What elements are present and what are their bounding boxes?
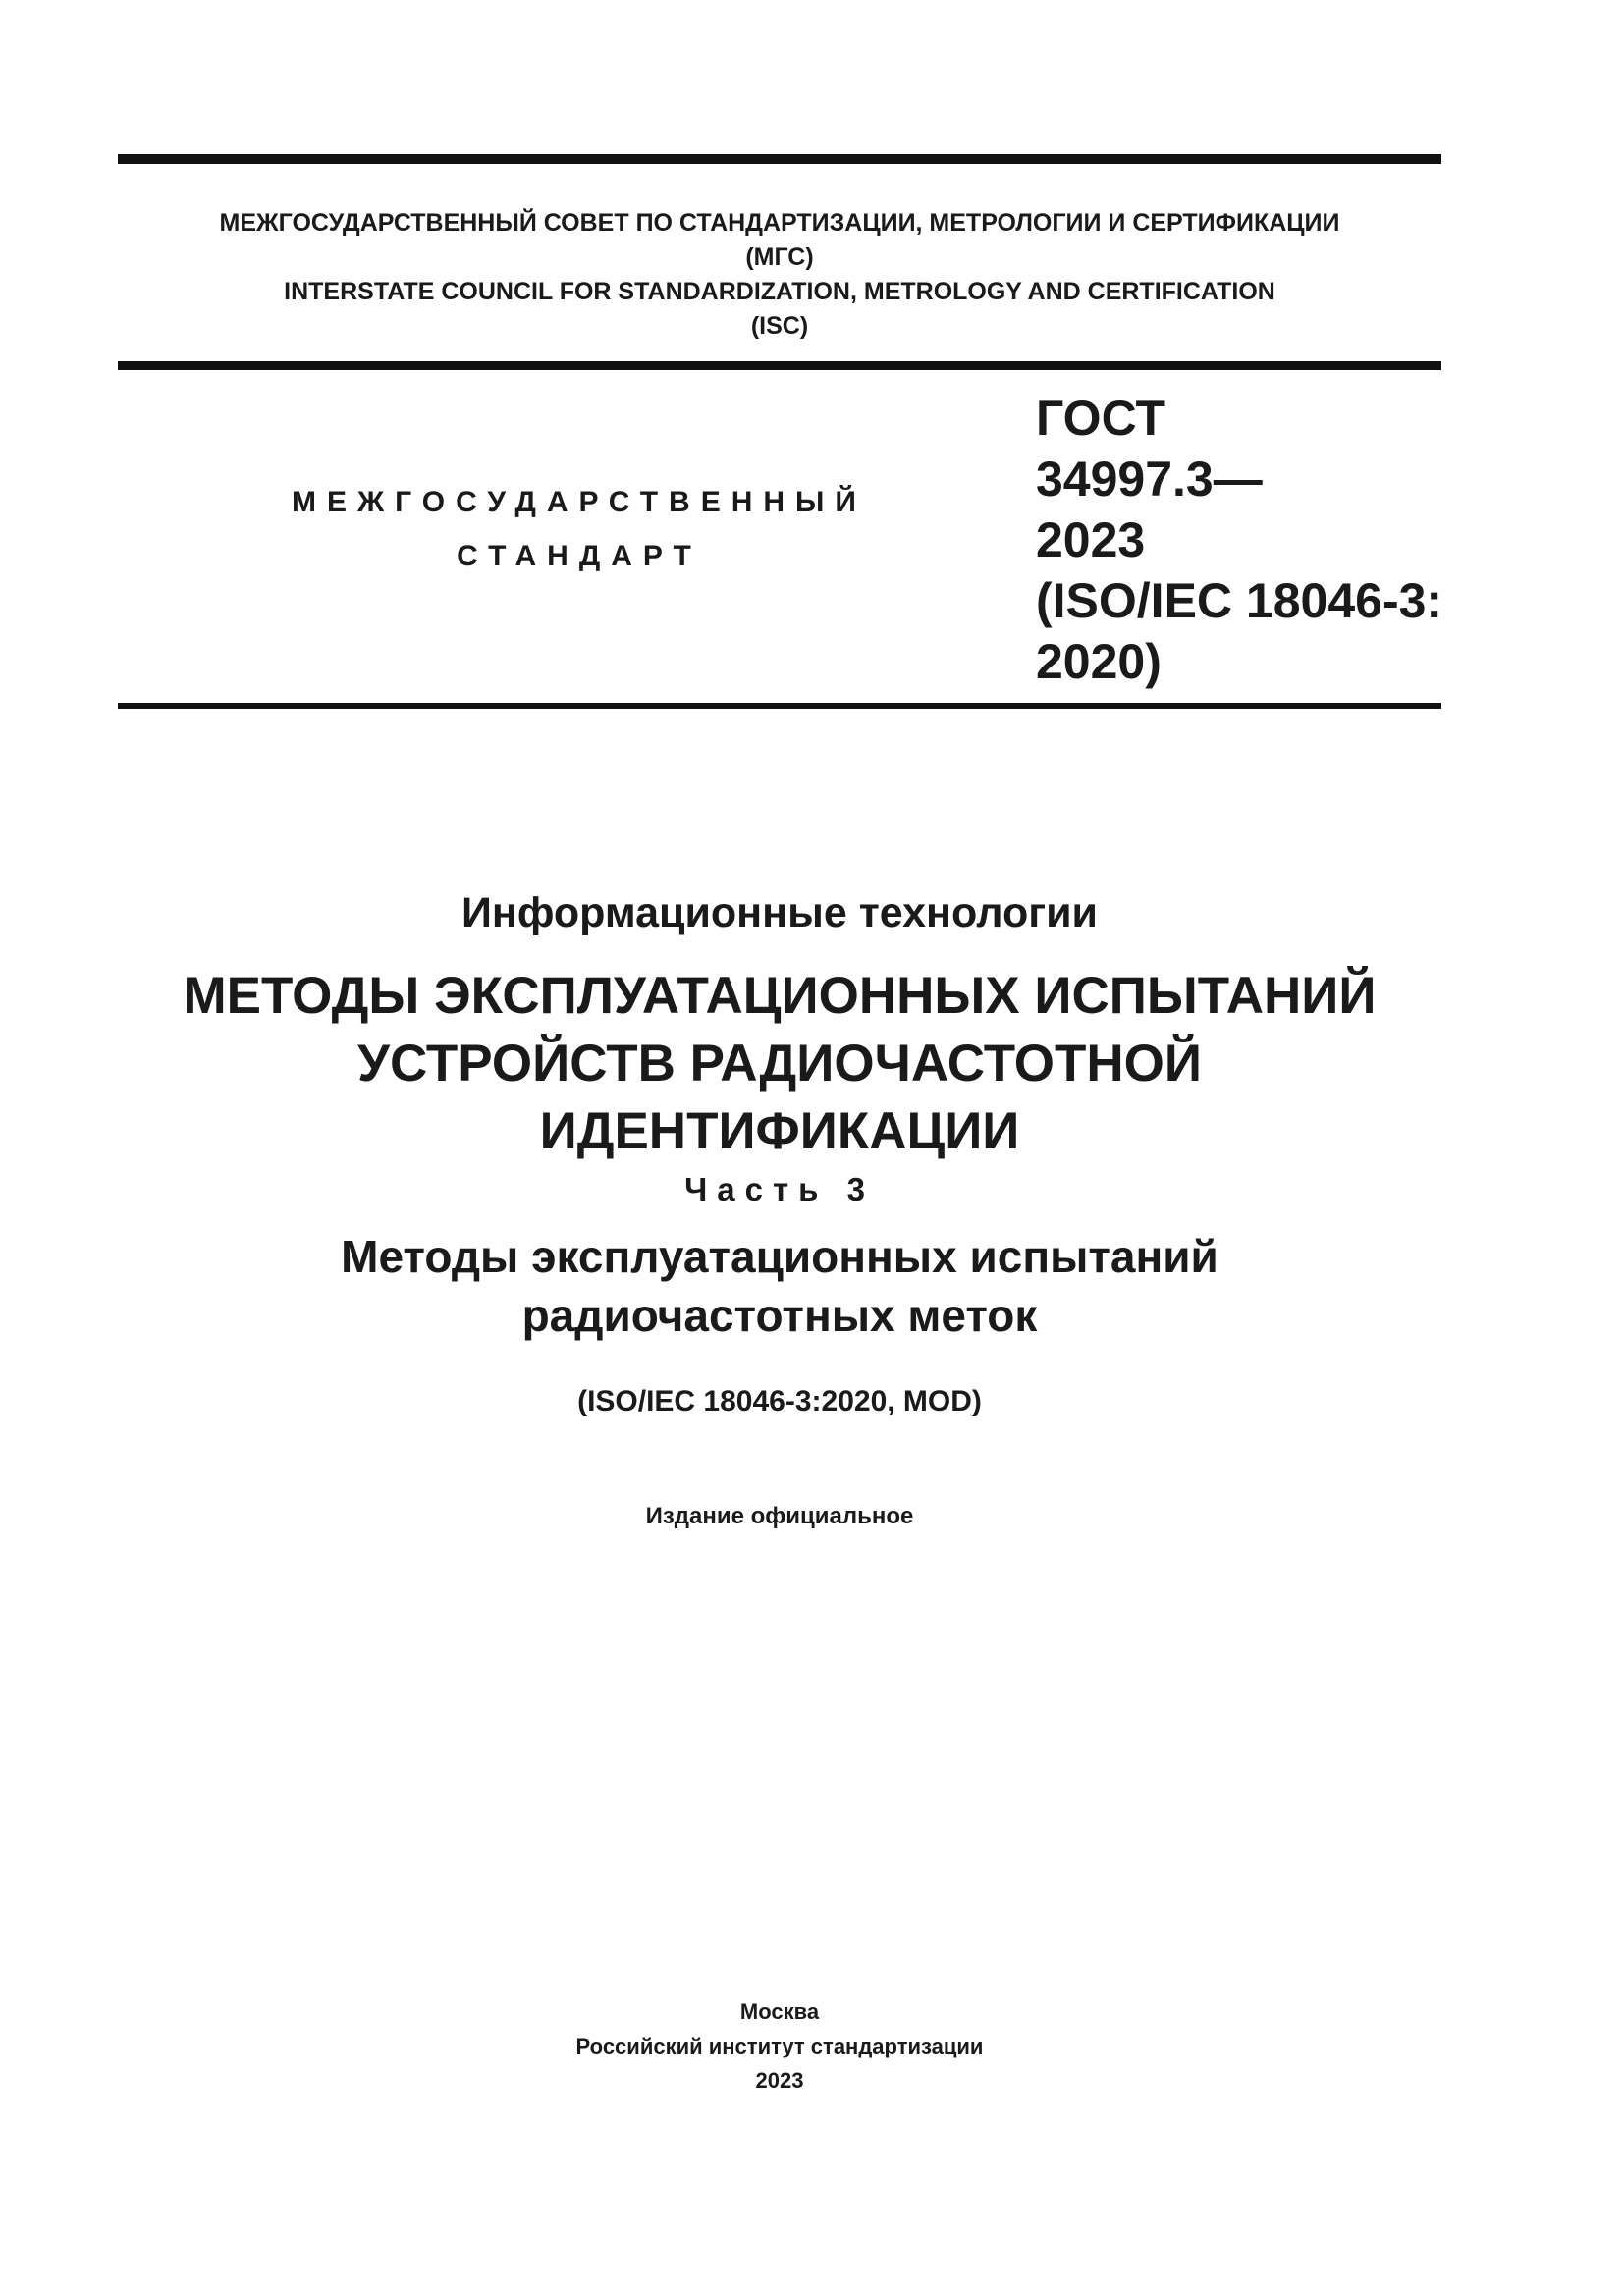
council-header	[118, 206, 1441, 344]
main-title-line-1: МЕТОДЫ ЭКСПЛУАТАЦИОННЫХ ИСПЫТАНИЙ	[183, 967, 1377, 1025]
iso-reference: (ISO/IEC 18046-3:2020, MOD)	[577, 1385, 982, 1417]
standard-kind-line-2: СТАНДАРТ	[457, 540, 702, 572]
standard-kind-line-1: МЕЖГОСУДАРСТВЕННЫЙ	[292, 486, 867, 518]
imprint-publisher: Российский институт стандартизации	[575, 2034, 984, 2058]
designation-line-3: 2023	[1036, 512, 1146, 567]
edition-note: Издание официальное	[645, 1503, 914, 1529]
part-title	[118, 1227, 1441, 1345]
bottom-rule	[118, 703, 1441, 709]
imprint-year: 2023	[755, 2068, 804, 2093]
designation-line-2: 34997.3—	[1036, 452, 1263, 507]
designation-line-4: (ISO/IEC 18046-3:	[1036, 573, 1443, 628]
council-abbr-en: (ISC)	[750, 312, 809, 340]
part-title-line-2: радиочастотных меток	[521, 1290, 1038, 1341]
designation-line-5: 2020)	[1036, 634, 1162, 689]
subject-title: Информационные технологии	[460, 889, 1098, 936]
standard-kind	[196, 475, 962, 583]
part-title-line-1: Методы эксплуатационных испытаний	[341, 1231, 1218, 1282]
imprint-city: Москва	[739, 2000, 820, 2024]
standard-designation	[1036, 388, 1443, 692]
main-title-line-3: ИДЕНТИФИКАЦИИ	[539, 1102, 1020, 1160]
imprint	[118, 1995, 1441, 2098]
middle-rule	[118, 361, 1441, 370]
designation-line-1: ГОСТ	[1036, 391, 1165, 446]
council-name-ru: МЕЖГОСУДАРСТВЕННЫЙ СОВЕТ ПО СТАНДАРТИЗАЦИИ, МЕТРОЛОГИИ И СЕРТИФИКАЦИИ	[219, 209, 1340, 237]
council-name-en: INTERSTATE COUNCIL FOR STANDARDIZATION, METROLOGY AND CERTIFICATION	[284, 278, 1275, 305]
main-title-line-2: УСТРОЙСТВ РАДИОЧАСТОТНОЙ	[356, 1035, 1202, 1093]
part-label: Часть 3	[684, 1171, 875, 1207]
main-title	[118, 962, 1441, 1165]
top-rule	[118, 154, 1441, 164]
council-abbr-ru: (МГС)	[745, 243, 814, 271]
